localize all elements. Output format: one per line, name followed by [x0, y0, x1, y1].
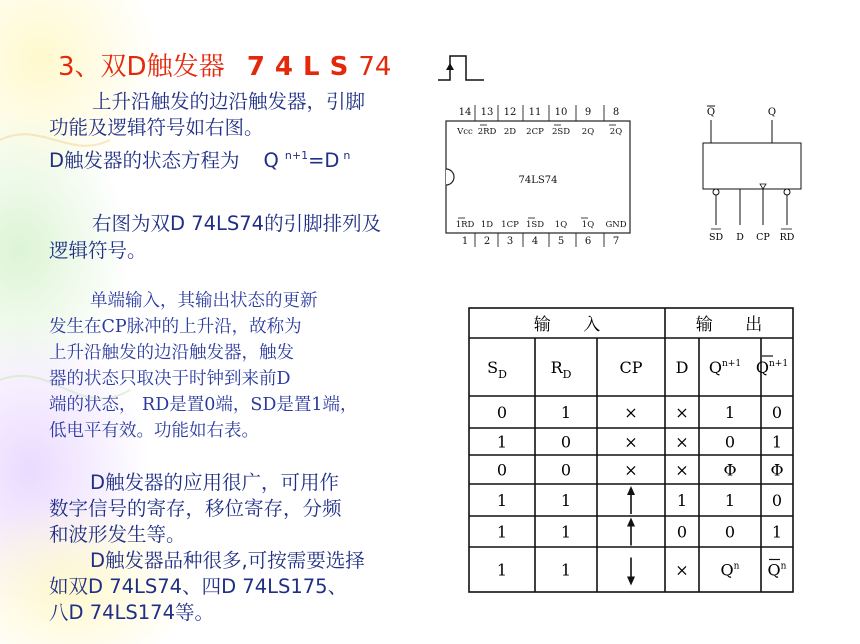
tt-cell: 0: [724, 522, 736, 542]
chip-bottom-pin-label: GND: [605, 220, 627, 230]
chip-bottom-pin-number: 7: [612, 236, 620, 247]
state-eq-sup2: n: [343, 149, 351, 162]
tt-cell: Φ: [723, 460, 737, 480]
rising-edge-icon: [627, 486, 635, 495]
para4-line6: 八D 74LS174等。: [49, 601, 214, 624]
chip-top-pin-label: 2D: [503, 127, 517, 137]
title-chip-number: 74: [358, 52, 392, 82]
para3-line4: 器的状态只取决于时钟到来前D: [49, 369, 291, 389]
chip-bottom-pin-label: 1Q: [554, 220, 568, 230]
rising-edge-pulse-icon: [436, 52, 488, 86]
para4-line1: D触发器的应用很广，可用作: [90, 471, 340, 494]
logic-qbar-label: Q: [706, 107, 716, 118]
logic-box: [703, 143, 801, 189]
chip-top-pin-label: Vcc: [457, 127, 473, 137]
logic-input-sd: SD: [708, 232, 724, 243]
chip-top-pin-number: 10: [554, 107, 568, 118]
chip-bottom-pin-number: 1: [461, 236, 469, 247]
tt-cell: 1: [771, 522, 783, 542]
tt-cell: 0: [560, 432, 572, 452]
chip-top-pin-number: 9: [584, 107, 592, 118]
chip-top-pin-number: 12: [503, 107, 517, 118]
tt-cell: 1: [560, 403, 572, 422]
tt-cell: 0: [496, 460, 508, 480]
state-eq-mid: =D: [308, 149, 340, 172]
chip-name: 74LS74: [518, 175, 558, 186]
tt-cell: ×: [624, 403, 638, 422]
chip-top-pin-label: 2RD: [477, 127, 497, 137]
tt-cell: 0: [676, 522, 688, 542]
logic-input-cp: CP: [756, 232, 770, 243]
tt-cell: 1: [496, 522, 508, 542]
tt-cell: $Q^n$: [767, 560, 787, 580]
tt-cell: Φ: [770, 460, 784, 480]
tt-cell: 1: [496, 560, 508, 580]
chip-top-pin-label: 2CP: [526, 127, 544, 137]
tt-column-header: $Q^{n+1}$: [708, 358, 742, 377]
chip-bottom-pin-label: 1CP: [501, 220, 519, 230]
para3-line5: 端的状态， RD是置0端，SD是置1端，: [49, 395, 358, 415]
para4-line4: D触发器品种很多,可按需要选择: [90, 549, 365, 572]
para3-line3: 上升沿触发的边沿触发器，触发: [49, 343, 294, 363]
para2-line2: 逻辑符号。: [49, 239, 147, 262]
chip-bottom-pin-label: 1D: [480, 220, 494, 230]
state-eq-sup1: n+1: [284, 149, 309, 162]
tt-column-header: D: [675, 358, 689, 377]
para4-line5: 如双D 74LS74、四D 74LS175、: [49, 575, 348, 598]
chip-top-pin-number: 14: [458, 107, 472, 118]
tt-cell: ×: [675, 460, 689, 480]
chip-bottom-pin-number: 5: [557, 236, 565, 247]
tt-cell: 1: [771, 432, 783, 452]
tt-cell: ×: [624, 432, 638, 452]
chip-pin-diagram: [440, 101, 640, 251]
chip-bottom-pin-number: 4: [531, 236, 539, 247]
tt-input-header: 输 入: [533, 315, 601, 335]
logic-input-d: D: [736, 232, 744, 243]
para4-line3: 和波形发生等。: [49, 523, 186, 546]
tt-cell: 0: [560, 460, 572, 480]
slide-title: [58, 46, 391, 83]
para3-line6: 低电平有效。功能如右表。: [49, 421, 259, 441]
tt-column-header: $R_D$: [550, 358, 572, 381]
para3-line1: 单端输入，其输出状态的更新: [90, 291, 318, 311]
title-chip-prefix: 74LS: [246, 52, 359, 82]
tt-cell: 0: [496, 403, 508, 422]
chip-bottom-pin-number: 6: [584, 236, 592, 247]
chip-bottom-pin-label: 1SD: [525, 220, 545, 230]
tt-cell: 0: [724, 432, 736, 452]
tt-cell: ×: [675, 560, 689, 580]
tt-cell: 1: [560, 560, 572, 580]
para2-line1: 右图为双D 74LS74的引脚排列及: [92, 212, 382, 235]
tt-output-header: 输 出: [695, 315, 763, 335]
tt-cell: 1: [724, 491, 736, 510]
tt-cell: $Q^n$: [720, 560, 740, 580]
logic-input-rd: RD: [779, 232, 795, 243]
tt-cell: 1: [560, 491, 572, 510]
chip-top-pin-number: 13: [480, 107, 494, 118]
chip-top-pin-number: 8: [612, 107, 620, 118]
tt-cell: ×: [624, 460, 638, 480]
tt-column-header: $S_D$: [487, 358, 507, 381]
title-text: 3、双D触发器: [58, 52, 233, 82]
para3-line2: 发生在CP脉冲的上升沿，故称为: [49, 317, 302, 337]
tt-cell: 1: [496, 491, 508, 510]
tt-column-header: CP: [619, 358, 643, 377]
state-equation: [49, 143, 350, 174]
truth-table: [467, 306, 797, 596]
state-eq-q: Q: [263, 149, 279, 172]
tt-cell: 0: [771, 491, 783, 510]
para4-line2: 数字信号的寄存，移位寄存，分频: [49, 497, 342, 520]
tt-cell: 0: [771, 403, 783, 422]
logic-q-label: Q: [767, 107, 777, 118]
para1-line1: 上升沿触发的边沿触发器，引脚: [92, 90, 366, 113]
chip-top-pin-label: 2Q: [581, 127, 595, 137]
tt-cell: ×: [675, 432, 689, 452]
tt-cell: 1: [560, 522, 572, 542]
chip-bottom-pin-label: 1RD: [455, 220, 475, 230]
chip-bottom-pin-number: 2: [483, 236, 491, 247]
tt-cell: 1: [676, 491, 688, 510]
rising-edge-icon: [627, 518, 635, 527]
falling-edge-icon: [627, 577, 635, 586]
tt-column-header: $Q^{n+1}$: [755, 358, 789, 377]
d-flipflop-logic-symbol: [697, 100, 807, 250]
chip-top-pin-label: 2SD: [551, 127, 571, 137]
chip-bottom-pin-label: 1Q: [581, 220, 595, 230]
tt-cell: 1: [724, 403, 736, 422]
para1-line2: 功能及逻辑符号如右图。: [49, 116, 264, 139]
title-chip-name: [247, 52, 358, 82]
chip-bottom-pin-number: 3: [506, 236, 514, 247]
tt-cell: 1: [496, 432, 508, 452]
chip-top-pin-number: 11: [528, 107, 542, 118]
chip-top-pin-label: 2Q: [609, 127, 623, 137]
state-eq-label: D触发器的状态方程为: [49, 149, 240, 172]
tt-cell: ×: [675, 403, 689, 422]
